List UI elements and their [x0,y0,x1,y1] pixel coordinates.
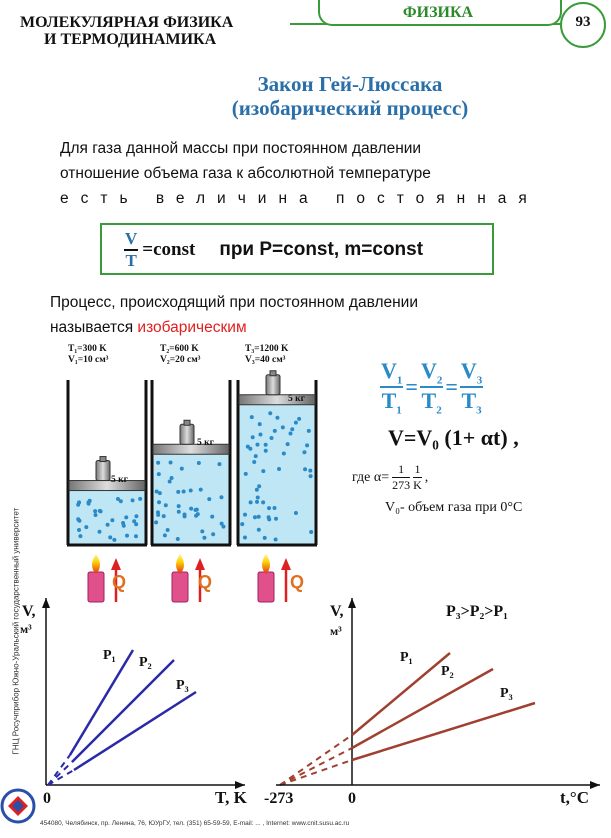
gas-molecule [257,484,261,488]
gas-molecule [156,510,160,514]
flame [92,554,100,574]
right-y-unit: м³ [330,624,342,638]
gas-molecule [274,537,278,541]
alpha-suffix: , [424,469,429,485]
gas-molecule [270,436,274,440]
gas-molecule [244,472,248,476]
definition-line1: Для газа данной массы при постоянном давлении [60,140,422,157]
weight [266,375,280,395]
gas-molecule [273,429,277,433]
y-axis-arrow [42,598,50,608]
cylinder1-temp: T₁=300 K [68,344,107,354]
cylinder2-heat: Q [198,572,213,592]
formula-denominator: T [125,251,137,270]
gas-molecule [134,522,138,526]
gas-molecule [202,536,206,540]
gas-molecule [252,460,256,464]
graphs [0,590,611,820]
gas-molecule [166,528,170,532]
right-y-label: V, [330,603,344,620]
left-series-p3: P₃ [176,678,189,693]
gas-molecule [249,500,253,504]
section-title-line2: И ТЕРМОДИНАМИКА [44,31,217,48]
sidebar-text: ГНЦ Росучприбор Южно-Уральский государственный университет [11,507,21,755]
cylinder2-volume: V₂=20 см³ [160,355,201,365]
alpha-den: 273 [392,478,411,492]
gas-molecule [207,497,211,501]
gas-molecule [261,500,265,504]
gas-molecule [305,443,309,447]
cylinder1-label [68,344,109,366]
gas-molecule [210,515,214,519]
heat-arrow-head [281,558,291,570]
gas-molecule [307,429,311,433]
gas-molecule [106,523,110,527]
gas-molecule [162,514,166,518]
gas-molecule [194,508,198,512]
gas-molecule [155,490,159,494]
alpha-unit-den: K [413,478,422,492]
gas-molecule [243,536,247,540]
left-y-unit: м³ [20,622,32,636]
gas-molecule [87,502,91,506]
cylinder3-temp: T₃=1200 K [245,344,289,354]
gas-molecule [176,490,180,494]
cylinder3-volume: V₃=40 см³ [245,355,286,365]
cylinder2-label [160,344,201,366]
v0-note: V₀- объем газа при 0°C [385,500,523,515]
gas-molecule [297,417,301,421]
gas-molecule [122,524,126,528]
gas-molecule [125,534,129,538]
gas-molecule [257,528,261,532]
gas-molecule [264,449,268,453]
gas-molecule [217,462,221,466]
cylinder1-heat: Q [112,572,127,592]
left-origin: 0 [43,790,51,807]
process-line2-prefix: называется [50,319,138,336]
gas-molecule [267,506,271,510]
gas-molecule [154,520,158,524]
gas-molecule [257,515,261,519]
law-title-line1: Закон Гей-Люссака [257,72,443,96]
weight [180,424,194,444]
gas-molecule [157,472,161,476]
gas-molecule [256,495,260,499]
series-extrapolation [48,770,74,785]
alpha-formula [352,462,428,493]
gas-molecule [98,530,102,534]
series-extrapolation [280,760,352,785]
alpha-num: 1 [392,462,410,478]
volume-formula: V=V₀ (1+ αt) , [388,425,519,450]
gas-molecule [170,476,174,480]
ratio-frac2: $\frac{V_2}{T_2}$ [420,358,443,417]
gas-molecule [253,515,257,519]
gas-molecule [289,431,293,435]
cylinder3-heat: Q [290,572,305,592]
subject-label: ФИЗИКА [402,4,474,21]
cylinder3-label [245,344,288,366]
gas-molecule [240,522,244,526]
gas-molecule [77,500,81,504]
formula-rhs: =const [142,239,196,260]
gas-molecule [309,474,313,478]
pressure-order: P₃>P₂>P₁ [446,603,508,620]
series-line [72,660,174,762]
law-title-line2: (изобарический процесс) [231,96,469,120]
gas-molecule [250,415,254,419]
section-title-line1: МОЛЕКУЛЯРНАЯ ФИЗИКА [20,14,234,31]
gas-molecule [134,534,138,538]
gas-molecule [268,411,272,415]
series-line [74,692,196,770]
gas-molecule [163,533,167,537]
law-title [150,72,550,120]
y-axis-arrow [348,598,356,608]
gas-molecule [309,530,313,534]
gas-molecule [180,467,184,471]
right-origin: 0 [348,790,356,807]
heat-arrow-head [111,558,121,570]
section-title [20,14,233,48]
gas-molecule [94,513,98,517]
process-highlight: изобарическим [137,319,247,336]
weight [96,461,110,481]
heat-arrow-head [195,558,205,570]
gas-molecule [84,525,88,529]
gas-molecule [294,421,298,425]
gas-molecule [275,416,279,420]
gas-molecule [274,517,278,521]
gas-molecule [258,433,262,437]
process-text [50,290,550,340]
gas-molecule [302,450,306,454]
gas-molecule [200,529,204,533]
gas-molecule [169,460,173,464]
process-line1: Процесс, происходящий при постоянном давлении [50,294,418,311]
gas-molecule [255,443,259,447]
gas-molecule [131,498,135,502]
alpha-fraction [392,462,410,493]
gas-molecule [183,514,187,518]
ratio-frac3: $\frac{V_3}{T_3}$ [460,358,483,417]
gas-molecule [273,506,277,510]
left-series-p1: P₁ [103,648,116,663]
gas-molecule [243,513,247,517]
gas-molecule [134,514,138,518]
formula-numerator: V [124,229,138,251]
alpha-unit-fraction [413,462,422,493]
left-y-label: V, [22,603,36,620]
gas-molecule [258,422,262,426]
x-axis-arrow [590,781,600,789]
weight-handle [100,457,106,462]
left-series-p2: P₂ [139,655,152,670]
page-number: 93 [575,14,591,30]
gas-molecule [156,461,160,465]
gas-molecule [303,467,307,471]
gas-molecule [263,536,267,540]
flame [262,554,270,574]
gas-molecule [197,461,201,465]
publisher-logo [0,788,36,824]
cylinder-gas [238,405,316,545]
gas-molecule [182,489,186,493]
gas-molecule [116,497,120,501]
gas-molecule [290,427,294,431]
piston [153,444,229,454]
gas-molecule [281,425,285,429]
gas-molecule [194,514,198,518]
gas-molecule [177,510,181,514]
gas-molecule [189,489,193,493]
gas-molecule [308,469,312,473]
gas-molecule [77,528,81,532]
footer-text: 454080, Челябинск, пр. Ленина, 76, ЮУрГУ, тел. (351) 65-59-59, E-mail: ... , Internet: www.cnit.susu.ac.ru [40,820,350,827]
gas-molecule [112,538,116,542]
gas-molecule [219,495,223,499]
gas-molecule [176,537,180,541]
gas-molecule [255,488,259,492]
right-series-p2: P₂ [441,664,454,679]
ratio-equation: $\frac{V_1}{T_1}$ = $\frac{V_2}{T_2}$ = $\frac{V_3}{T_3}$ [381,358,483,417]
series-line [352,669,493,748]
cylinder2-weight: 5 кг [197,438,214,448]
formula-conditions: при P=const, m=const [219,239,424,260]
right-series-p1: P₁ [400,650,413,665]
weight-handle [184,420,190,425]
piston [69,481,145,491]
gas-molecule [164,503,168,507]
cylinder1-weight: 5 кг [111,475,128,485]
definition-text [60,136,550,211]
gas-molecule [294,511,298,515]
right-x-start: -273 [264,790,294,807]
gas-molecule [168,480,172,484]
gas-molecule [77,519,81,523]
gas-molecule [221,525,225,529]
gas-molecule [277,467,281,471]
gas-molecule [267,517,271,521]
right-series-p3: P₃ [500,686,513,701]
ratio-frac1: $\frac{V_1}{T_1}$ [381,358,403,417]
gas-molecule [124,515,128,519]
definition-line3: есть величина постоянная [60,190,539,207]
gas-molecule [177,504,181,508]
gas-molecule [286,442,290,446]
weight-handle [270,371,276,376]
gas-molecule [264,443,268,447]
gas-molecule [189,507,193,511]
alpha-prefix: где α= [352,469,390,485]
cylinder-gas [152,454,230,545]
gas-molecule [255,500,259,504]
gas-molecule [246,445,250,449]
gas-molecule [199,488,203,492]
gas-molecule [282,452,286,456]
gas-molecule [254,454,258,458]
definition-line2: отношение объема газа к абсолютной температуре [60,165,431,182]
alpha-unit-num: 1 [414,462,421,476]
gas-molecule [138,497,142,501]
series-extrapolation [280,748,352,785]
cylinder3-weight: 5 кг [288,394,305,404]
cylinder1-volume: V₁=10 см³ [68,355,109,365]
gas-molecule [251,435,255,439]
formula-box [100,223,494,275]
gas-molecule [211,532,215,536]
formula-fraction [124,229,138,271]
gas-molecule [261,469,265,473]
gas-molecule [78,534,82,538]
gas-molecule [93,509,97,513]
right-x-label: t,°C [560,788,589,807]
cylinders-illustration [40,340,340,610]
gas-molecule [98,509,102,513]
cylinder2-temp: T₂=600 K [160,344,199,354]
flame [176,554,184,574]
gas-molecule [108,535,112,539]
left-x-label: T, K [215,788,247,807]
gas-molecule [157,500,161,504]
series-extrapolation [280,735,352,785]
gas-molecule [110,518,114,522]
